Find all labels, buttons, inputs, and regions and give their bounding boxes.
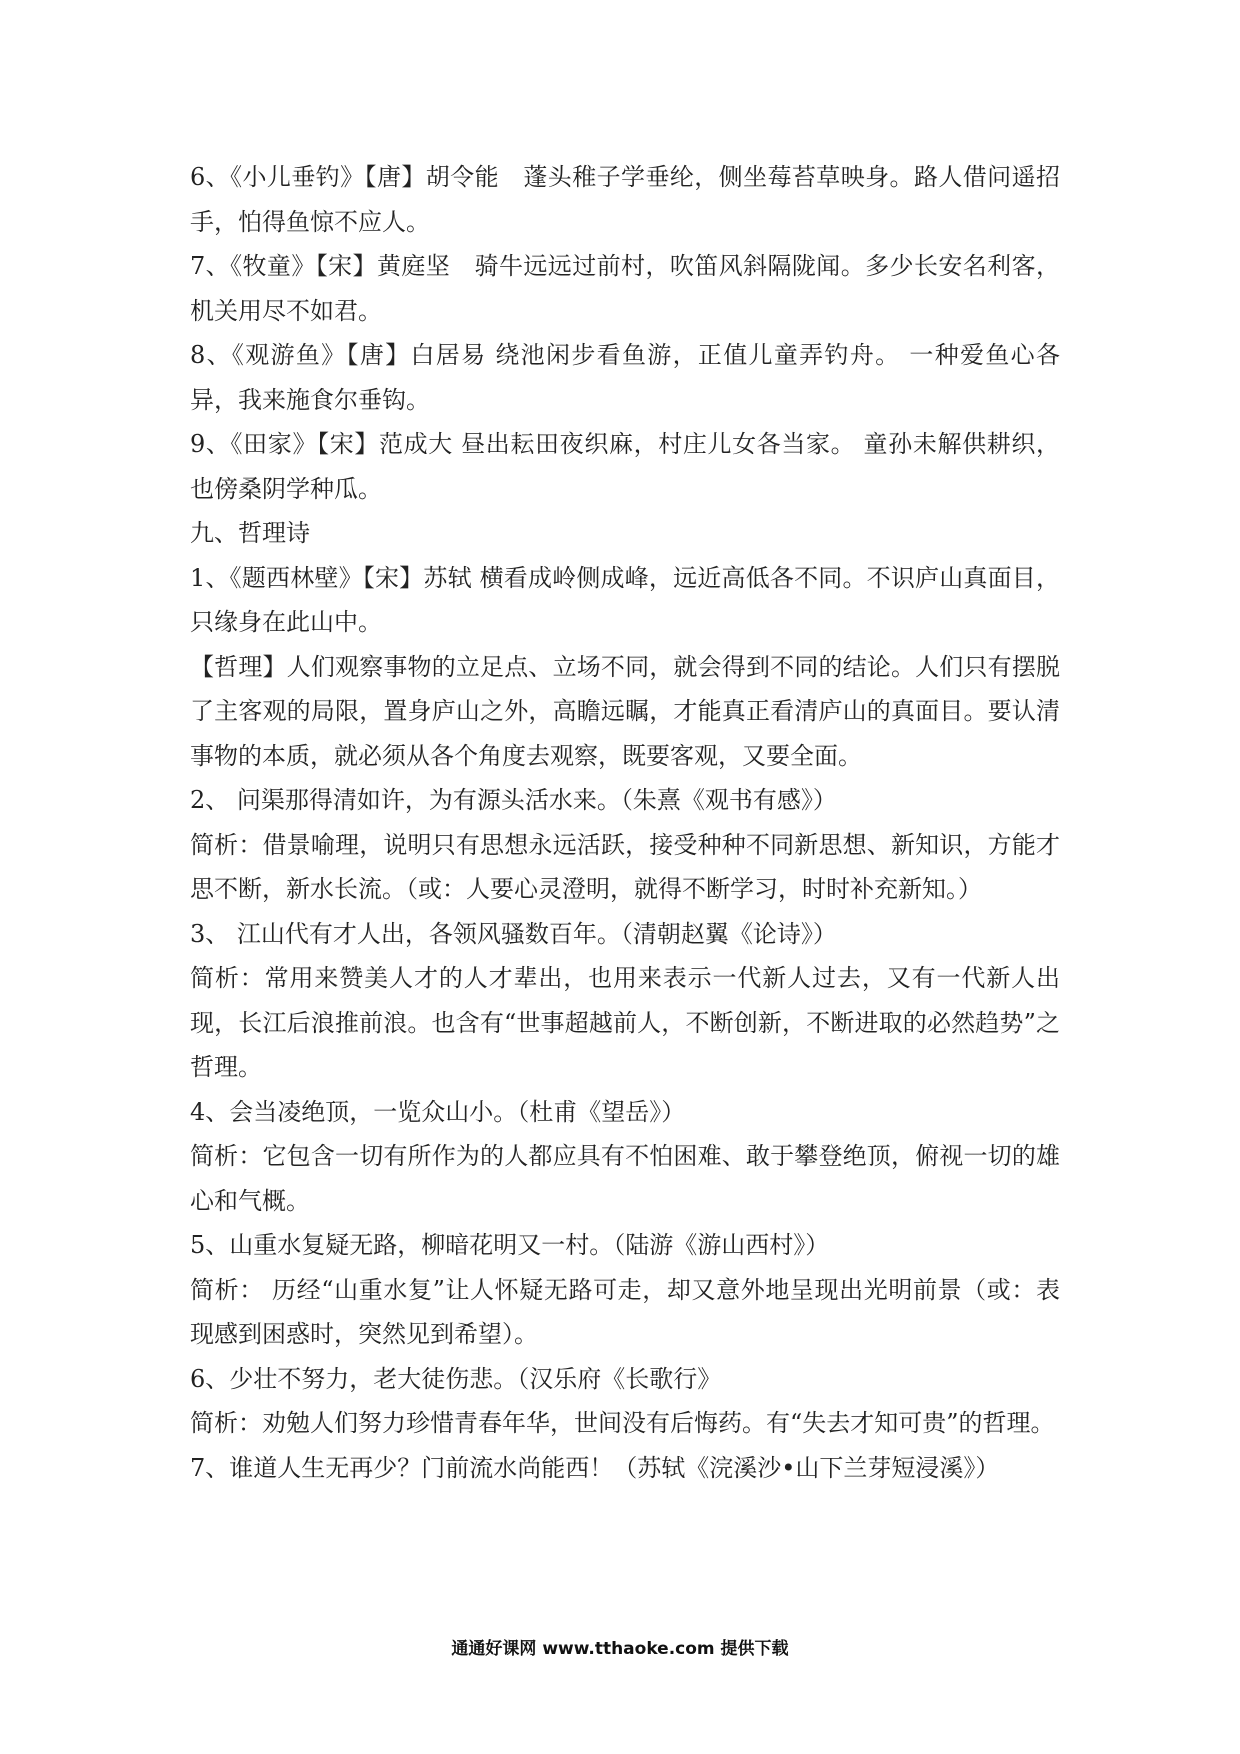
section-heading-philosophy-poems: 九、哲理诗 <box>190 519 310 547</box>
quote-7: 7、谁道人生无再少？门前流水尚能西！（苏轼《浣溪沙•山下兰芽短浸溪》） <box>190 1453 1000 1482</box>
analysis-2: 简析：借景喻理，说明只有思想永远活跃，接受种种不同新思想、新知识，方能才思不断，新水长流。（或：人要心灵澄明，就得不断学习，时时补充新知。） <box>190 830 1060 903</box>
quote-6: 6、少壮不努力，老大徒伤悲。（汉乐府《长歌行》 <box>190 1364 722 1393</box>
poem-9-tian-jia: 9、《田家》【宋】范成大 昼出耘田夜织麻，村庄儿女各当家。 童孙未解供耕织，也傍桑阴学种瓜。 <box>190 430 1060 503</box>
analysis-5: 简析： 历经“山重水复”让人怀疑无路可走，却又意外地呈现出光明前景（或：表现感到困惑时，突然见到希望）。 <box>190 1275 1060 1348</box>
quote-4: 4、会当凌绝顶，一览众山小。（杜甫《望岳》） <box>190 1097 686 1126</box>
page-footer: 通通好课网 www.tthaoke.com 提供下载 <box>451 1639 789 1659</box>
poem-7-mu-tong: 7、《牧童》【宋】黄庭坚 骑牛远远过前村，吹笛风斜隔陇闻。多少长安名利客，机关用尽不如君。 <box>190 252 1060 325</box>
poem-8-guan-you-yu: 8、《观游鱼》【唐】白居易 绕池闲步看鱼游，正值儿童弄钓舟。 一种爱鱼心各异，我来施食尔垂钩。 <box>190 341 1060 414</box>
quote-3: 3、 江山代有才人出，各领风骚数百年。（清朝赵翼《论诗》） <box>190 919 837 948</box>
analysis-3: 简析：常用来赞美人才的人才辈出，也用来表示一代新人过去，又有一代新人出现，长江后浪推前浪。也含有“世事超越前人，不断创新，不断进取的必然趋势”之哲理。 <box>190 964 1060 1081</box>
poem-1-ti-xi-lin-bi: 1、《题西林壁》【宋】苏轼 横看成岭侧成峰，远近高低各不同。不识庐山真面目，只缘身在此山中。 <box>190 563 1060 636</box>
document-body <box>190 155 1060 1490</box>
quote-2: 2、 问渠那得清如许，为有源头活水来。（朱熹《观书有感》） <box>190 786 837 814</box>
analysis-4: 简析：它包含一切有所作为的人都应具有不怕困难、敢于攀登绝顶，俯视一切的雄心和气概。 <box>190 1142 1060 1215</box>
quote-5: 5、山重水复疑无路，柳暗花明又一村。（陆游《游山西村》） <box>190 1231 830 1259</box>
poem-6-xiao-er-chui-diao: 6、《小儿垂钓》【唐】胡令能 蓬头稚子学垂纶，侧坐莓苔草映身。路人借问遥招手，怕得鱼惊不应人。 <box>190 163 1060 236</box>
analysis-6: 简析：劝勉人们努力珍惜青春年华，世间没有后悔药。有“失去才知可贵”的哲理。 <box>190 1409 1055 1437</box>
philosophy-explanation: 【哲理】人们观察事物的立足点、立场不同，就会得到不同的结论。人们只有摆脱了主客观的局限，置身庐山之外，高瞻远瞩，才能真正看清庐山的真面目。要认清事物的本质，就必须从各个角度去观察，既要客观，又要全面。 <box>190 652 1060 770</box>
